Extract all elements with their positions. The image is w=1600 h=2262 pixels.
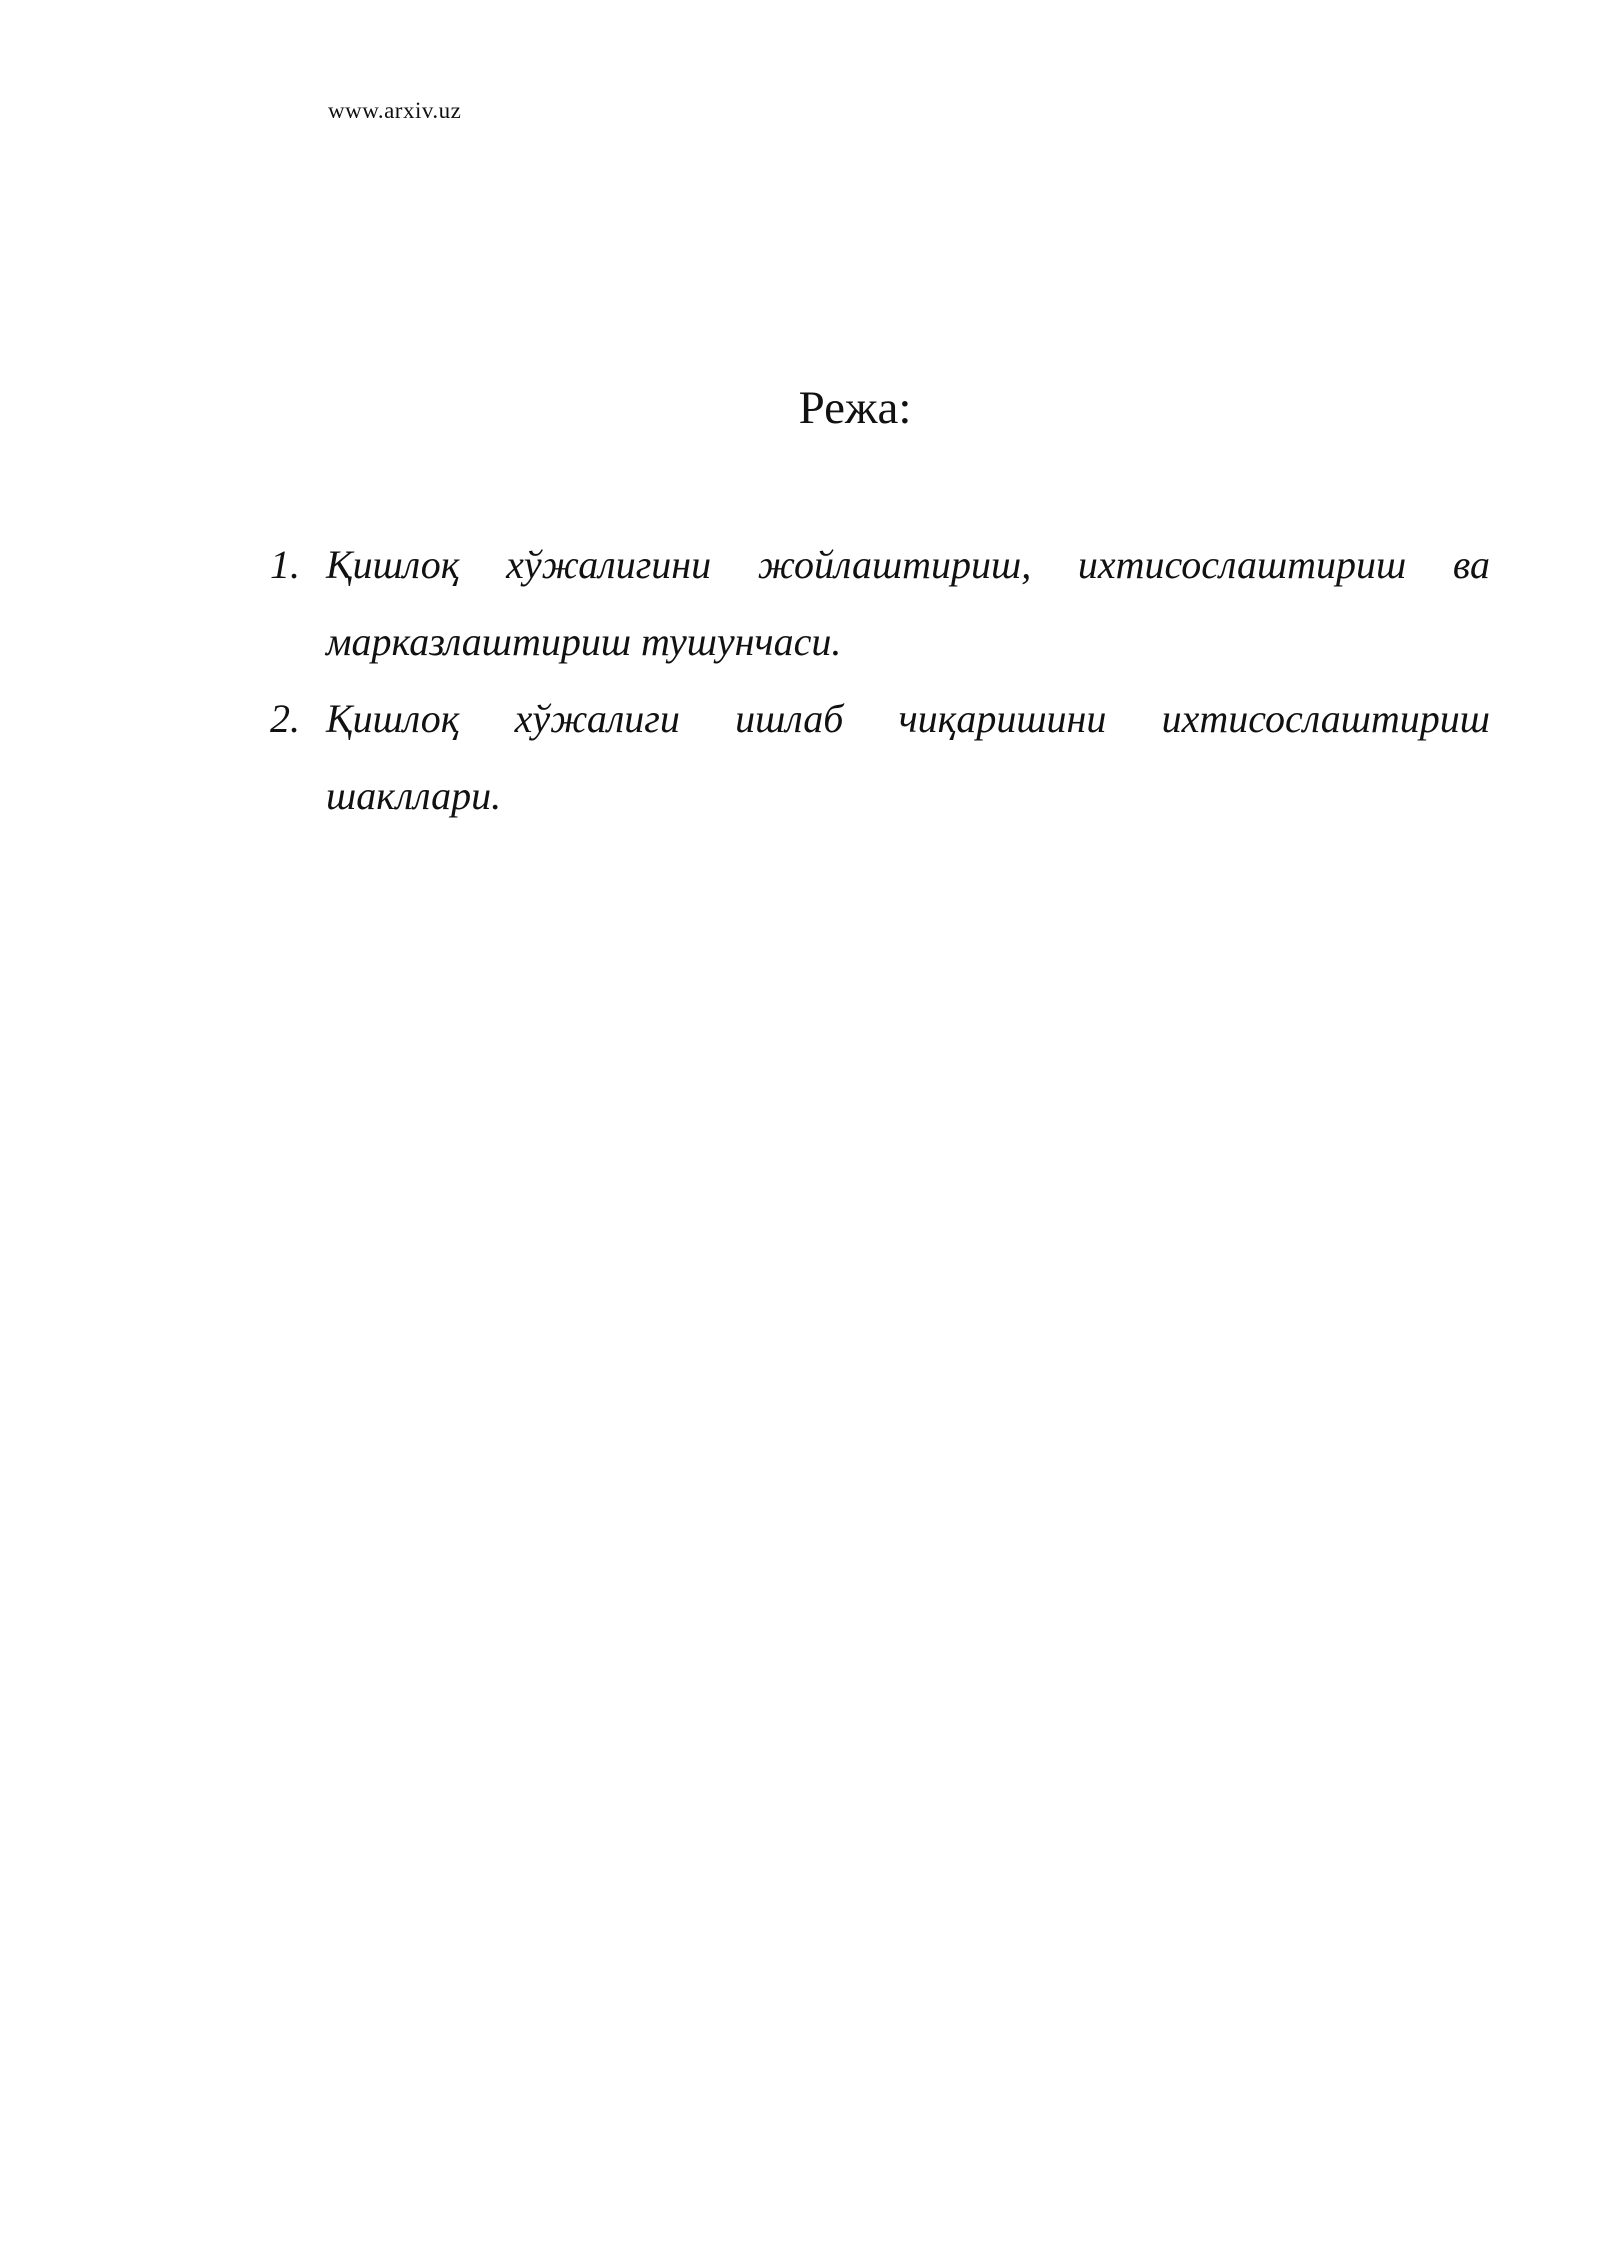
list-item-text-line: Қишлоқ хўжалигини жойлаштириш, ихтисослаштириш ва [326,542,1490,587]
list-item-number: 1. [270,542,300,587]
list-item [270,526,1490,680]
page-title: Режа: [798,382,912,434]
list-item-text-line: марказлаштириш тушунчаси. [326,619,842,664]
plan-list [270,526,1490,834]
list-item-text-line: Қишлоқ хўжалиги ишлаб чиқаришини ихтисослаштириш [326,696,1490,741]
list-item-text-line: шакллари. [326,773,502,818]
list-item-number: 2. [270,696,300,741]
header-url[interactable]: www.arxiv.uz [328,98,462,123]
list-item [270,680,1490,834]
